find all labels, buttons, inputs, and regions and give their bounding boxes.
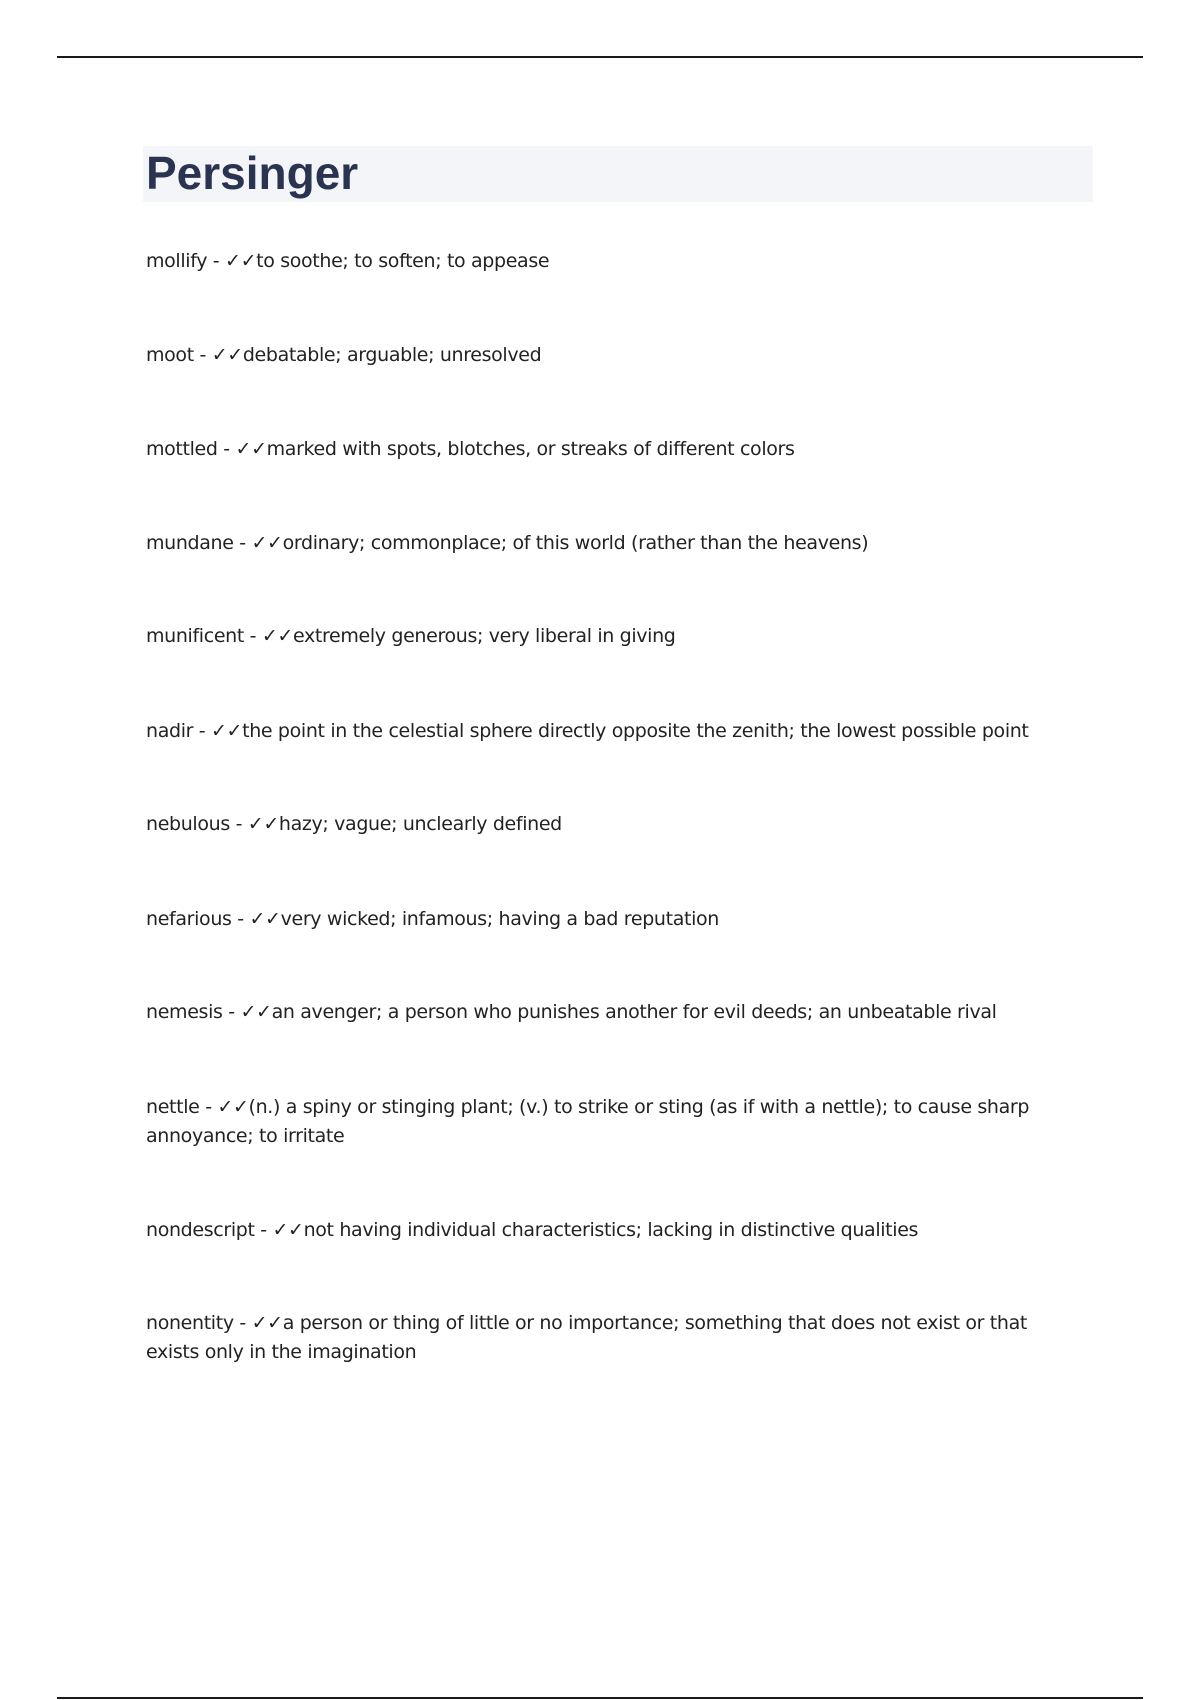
entry-nemesis: nemesis - ✓✓an avenger; a person who punishes another for evil deeds; an unbeatable rival (146, 1001, 997, 1023)
top-rule (57, 56, 1143, 58)
entry-nondescript: nondescript - ✓✓not having individual characteristics; lacking in distinctive qualities (146, 1219, 919, 1241)
entry-nadir: nadir - ✓✓the point in the celestial sphere directly opposite the zenith; the lowest possible point (146, 720, 1029, 742)
entry-munificent: munificent - ✓✓extremely generous; very liberal in giving (146, 625, 676, 647)
entry-nebulous: nebulous - ✓✓hazy; vague; unclearly defined (146, 813, 562, 835)
page-title: Persinger (146, 147, 359, 199)
entry-nettle: nettle - ✓✓(n.) a spiny or stinging plant; (v.) to strike or sting (as if with a nettle); to cause sharp annoyance; to irritate (146, 1096, 1030, 1147)
entry-mundane: mundane - ✓✓ordinary; commonplace; of this world (rather than the heavens) (146, 532, 869, 554)
entry-mollify: mollify - ✓✓to soothe; to soften; to appease (146, 250, 550, 272)
entry-mottled: mottled - ✓✓marked with spots, blotches, or streaks of different colors (146, 438, 795, 460)
bottom-rule (57, 1697, 1143, 1699)
entry-nonentity: nonentity - ✓✓a person or thing of little or no importance; something that does not exist or that exists only in the imagination (146, 1312, 1027, 1363)
entry-moot: moot - ✓✓debatable; arguable; unresolved (146, 344, 542, 366)
entry-nefarious: nefarious - ✓✓very wicked; infamous; having a bad reputation (146, 908, 719, 930)
